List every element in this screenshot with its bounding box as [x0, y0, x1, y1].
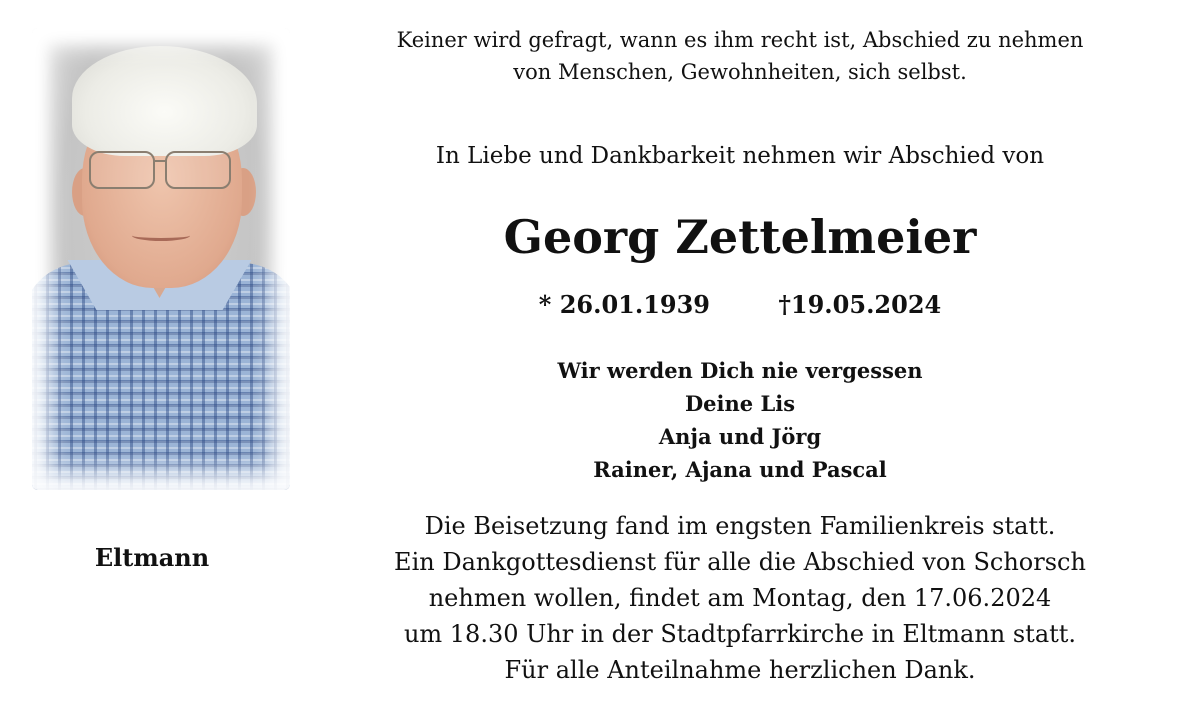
glasses-left-lens [89, 151, 155, 189]
mouth [132, 230, 190, 241]
mourner-line: Wir werden Dich nie vergessen [557, 358, 923, 383]
notice-line: Für alle Anteilnahme herzlichen Dank. [504, 656, 976, 684]
birth-date: * 26.01.1939 [538, 290, 710, 319]
notice-line: um 18.30 Uhr in der Stadtpfarrkirche in Eltmann statt. [403, 620, 1077, 648]
notice-line: nehmen wollen, findet am Montag, den 17.06.2024 [428, 584, 1052, 612]
glasses-bridge [153, 160, 167, 162]
funeral-notice [340, 508, 1140, 688]
quote [340, 24, 1140, 88]
mourner-line: Rainer, Ajana und Pascal [593, 457, 887, 482]
notice-line: Ein Dankgottesdienst für alle die Abschied von Schorsch [394, 548, 1086, 576]
portrait-photo [32, 28, 290, 490]
mourner-line: Deine Lis [684, 391, 796, 416]
quote-line: von Menschen, Gewohnheiten, sich selbst. [513, 60, 967, 84]
glasses-right-lens [165, 151, 231, 189]
death-date: †19.05.2024 [778, 290, 942, 319]
place-name: Eltmann [94, 543, 210, 572]
hair [72, 46, 257, 156]
deceased-name: Georg Zettelmeier [503, 210, 977, 264]
life-dates [340, 290, 1140, 319]
quote-line: Keiner wird gefragt, wann es ihm recht ist, Abschied zu nehmen [396, 28, 1084, 52]
mourner-line: Anja und Jörg [658, 424, 822, 449]
intro-text: In Liebe und Dankbarkeit nehmen wir Abschied von [435, 143, 1045, 169]
mourners-block [340, 354, 1140, 486]
notice-line: Die Beisetzung fand im engsten Familienkreis statt. [424, 512, 1056, 540]
